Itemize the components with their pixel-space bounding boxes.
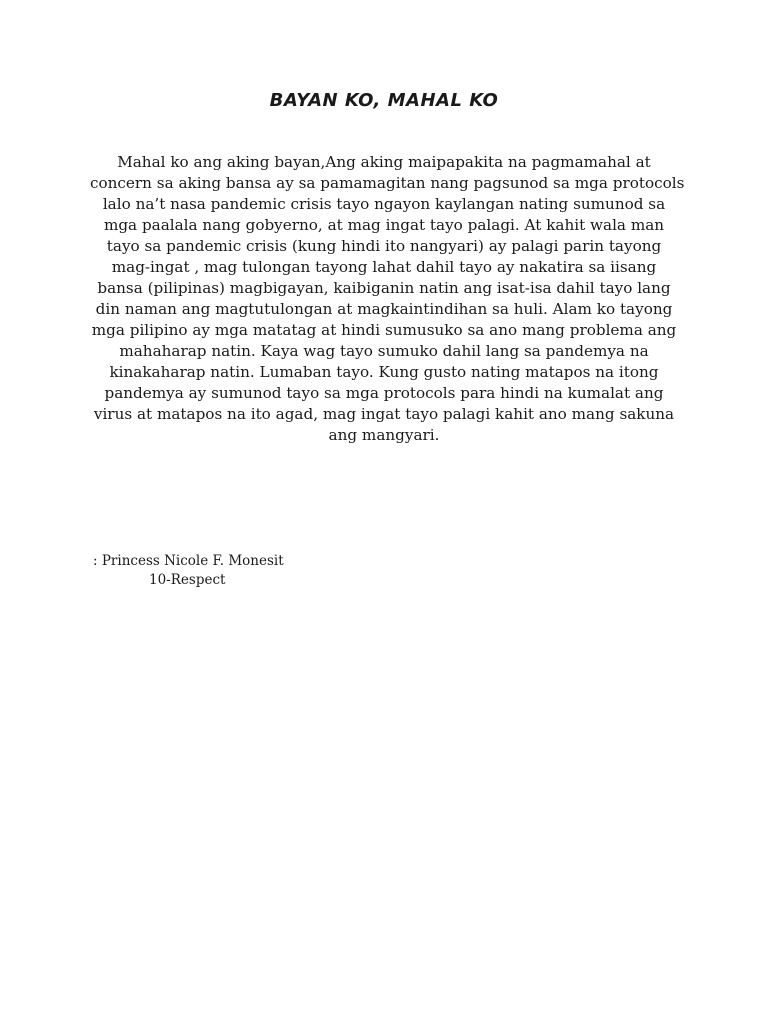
essay-line: tayo sa pandemic crisis (kung hindi ito nangyari) ay palagi parin tayong bbox=[106, 237, 662, 255]
essay-line: lalo na’t nasa pandemic crisis tayo ngayon kaylangan nating sumunod sa bbox=[102, 195, 666, 213]
author-section: 10-Respect bbox=[149, 572, 226, 588]
essay-line: concern sa aking bansa ay sa pamamagitan nang pagsunod sa mga protocols bbox=[90, 174, 685, 192]
essay-line: bansa (pilipinas) magbigayan, kaibiganin natin ang isat-isa dahil tayo lang bbox=[97, 279, 671, 297]
essay-line: Mahal ko ang aking bayan,Ang aking maipapakita na pagmamahal at bbox=[117, 153, 651, 171]
essay-body bbox=[90, 152, 685, 446]
essay-line: mahaharap natin. Kaya wag tayo sumuko dahil lang sa pandemya na bbox=[119, 342, 649, 360]
essay-line: mga paalala nang gobyerno, at mag ingat tayo palagi. At kahit wala man bbox=[103, 216, 665, 234]
author-name: : Princess Nicole F. Monesit bbox=[93, 553, 284, 569]
essay-line: din naman ang magtutulongan at magkaintindihan sa huli. Alam ko tayong bbox=[95, 300, 673, 318]
essay-line: mga pilipino ay mga matatag at hindi sumusuko sa ano mang problema ang bbox=[91, 321, 677, 339]
essay-line: pandemya ay sumunod tayo sa mga protocols para hindi na kumalat ang bbox=[104, 384, 664, 402]
document-title: BAYAN KO, MAHAL KO bbox=[269, 90, 499, 111]
essay-line: ang mangyari. bbox=[328, 426, 440, 444]
essay-line: kinakaharap natin. Lumaban tayo. Kung gusto nating matapos na itong bbox=[109, 363, 659, 381]
essay-line: virus at matapos na ito agad, mag ingat tayo palagi kahit ano mang sakuna bbox=[93, 405, 675, 423]
essay-line: mag-ingat , mag tulongan tayong lahat dahil tayo ay nakatira sa iisang bbox=[111, 258, 657, 276]
author-signature bbox=[93, 552, 284, 590]
